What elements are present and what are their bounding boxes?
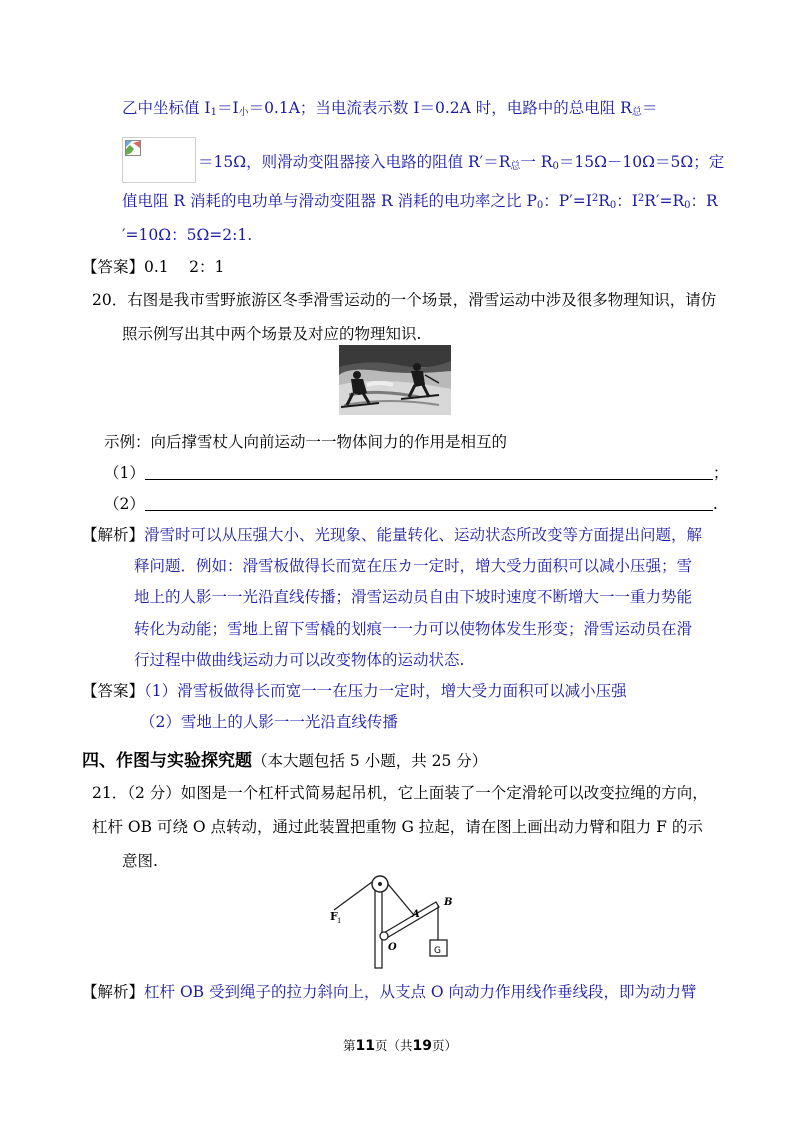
skiing-photo bbox=[339, 345, 451, 415]
analysis20-line-3: 地上的人影一一光沿直线传播；滑雪运动员自由下坡时速度不断增大一一重力势能 bbox=[134, 588, 693, 606]
q20-blank-2: （2） . bbox=[104, 495, 718, 513]
analysis20-line-2: 释问题．例如：滑雪板做得长而宽在压カ一定时，增大受力面积可以减小压强；雪 bbox=[134, 557, 693, 575]
answer19: 【答案】0.1 2：1 bbox=[82, 258, 225, 276]
analysis20-line-5: 行过程中做曲线运动力可以改变物体的运动状态. bbox=[134, 651, 465, 669]
label-f: F bbox=[330, 910, 338, 923]
label-g: G bbox=[434, 946, 441, 956]
q21-line-2: 杠杆 OB 可绕 O 点转动，通过此装置把重物 G 拉起，请在图上画出动力臂和阻力 F 的示 bbox=[92, 818, 703, 836]
q20-line-1: 20．右图是我市雪野旅游区冬季滑雪运动的一个场景，滑雪运动中涉及很多物理知识，请仿 bbox=[92, 291, 717, 309]
page-footer: 第11页（共19页） bbox=[342, 1038, 457, 1054]
rope-to-f1 bbox=[334, 882, 372, 910]
section-4-heading: 四、作图与实验探究题（本大题包括 5 小题，共 25 分） bbox=[82, 751, 488, 771]
q20-blank-1: （1） ； bbox=[104, 464, 729, 482]
total-pages: 19 bbox=[412, 1038, 432, 1054]
broken-image-icon bbox=[125, 140, 141, 156]
analysis19-line-2: ＝15Ω，则滑动变阻器接入电路的阻值 $R'=R_总$一 $R_0=15\Omega-10\Omega=5\Omega$；定 bbox=[198, 153, 725, 172]
analysis19-line-3: 值电阻 R 消耗的电功单与滑动变阻器 R 消耗的电功率之比 $P_0$：$P'=I^2R_0$：$I^2R'=R_0$：R bbox=[122, 192, 718, 211]
lever-ob bbox=[382, 902, 439, 939]
label-o: O bbox=[388, 942, 397, 953]
answer20-line-1: 【答案】（1）滑雪板做得长而宽一一在压力一定时，增大受力面积可以减小压强 bbox=[82, 682, 627, 700]
lever-crane-figure bbox=[326, 872, 476, 970]
analysis19-line-4: ′=10Ω：5Ω=2:1. bbox=[122, 226, 253, 244]
answer20-line-2: （2）雪地上的人影一一光沿直线传播 bbox=[140, 713, 398, 731]
label-b: B bbox=[444, 897, 453, 908]
q20-example: 示例：向后撑雪杖人向前运动一一物体间力的作用是相互的 bbox=[104, 433, 508, 451]
answer-blank-line-2 bbox=[145, 494, 713, 511]
page-number: 11 bbox=[355, 1038, 375, 1054]
answer-blank-line-1 bbox=[145, 463, 713, 480]
label-f-sub: 1 bbox=[337, 917, 342, 925]
analysis21-line-1: 【解析】杠杆 OB 受到绳子的拉力斜向上，从支点 O 向动力作用线作垂线段，即为动力臂 bbox=[82, 983, 697, 1001]
label-a: A bbox=[412, 909, 420, 920]
q21-line-3: 意图. bbox=[122, 852, 158, 870]
q20-line-2: 照示例写出其中两个场景及对应的物理知识. bbox=[122, 325, 422, 343]
q21-line-1: 21．（2 分）如图是一个杠杆式简易起吊机，它上面装了一个定滑轮可以改变拉绳的方向， bbox=[92, 784, 708, 802]
analysis20-line-4: 转化为动能；雪地上留下雪橇的划痕一一力可以使物体发生形变；滑雪运动员在滑 bbox=[134, 620, 693, 638]
pivot-o bbox=[380, 932, 388, 940]
analysis20-line-1: 【解析】滑雪时可以从压强大小、光现象、能量转化、运动状态所改变等方面提出问题，解 bbox=[82, 526, 703, 544]
broken-image-placeholder bbox=[122, 137, 196, 183]
analysis19-line-1: 乙中坐标值 $I_1=I_小=0.1A$；当电流表示数 I＝0.2A 时，电路中的总电阻 $R_总=$ bbox=[122, 99, 658, 118]
